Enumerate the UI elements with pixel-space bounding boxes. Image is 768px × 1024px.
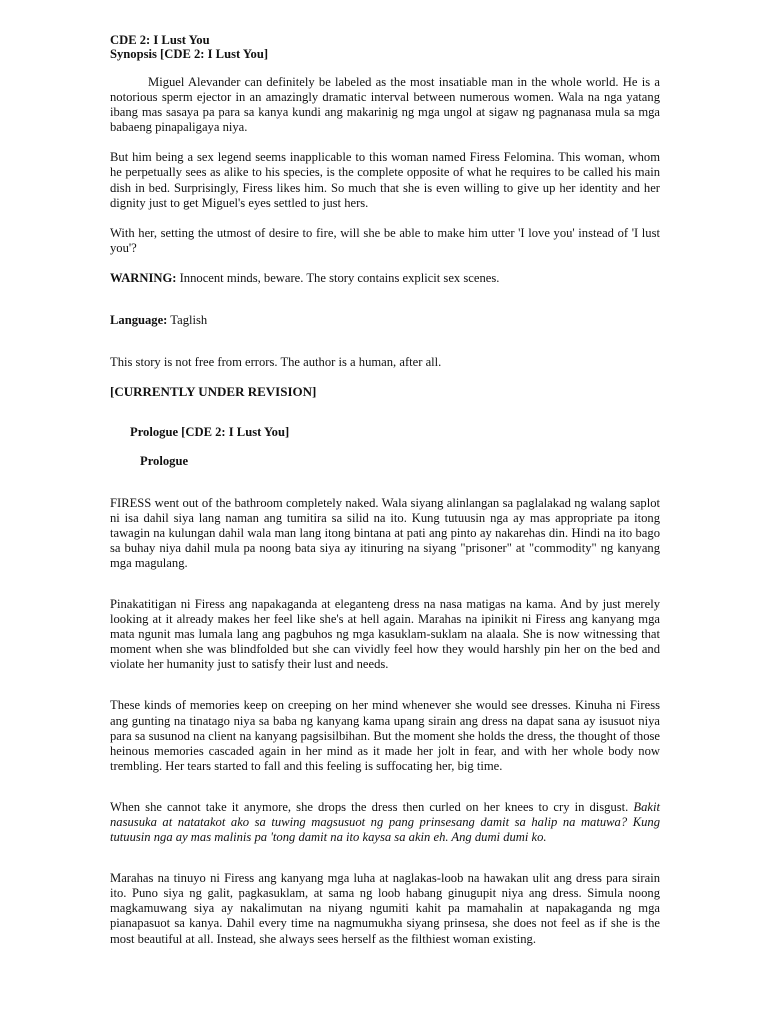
prologue-paragraph-1: FIRESS went out of the bathroom completely naked. Wala siyang alinlangan sa paglalakad ng walang saplot ni isa dahil siya lang naman ang tumitira sa silid na ito. Kung tutuusin nga ay mas appropriate pa itong tawagin na kulungan dahil wala man lang itong bintana at pati ang pinto ay nakarehas din. Hindi na ito bago sa buhay niya dahil mula pa noong bata siya ay itinuring na siyang "prisoner" at "commodity" ng kanyang mga magulang. — [110, 495, 660, 570]
prologue-paragraph-4-text: When she cannot take it anymore, she drops the dress then curled on her knees to cry in disgust. — [110, 799, 634, 814]
synopsis-paragraph-2: But him being a sex legend seems inapplicable to this woman named Firess Felomina. This woman, whom he perpetually sees as alike to his species, is the complete opposite of what he requires to be called his main dish in bed. Surprisingly, Firess likes him. So much that she is even willing to give up her identity and her dignity just to get Miguel's eyes settled to just hers. — [110, 150, 660, 210]
prologue-chapter-title: Prologue [CDE 2: I Lust You] — [130, 425, 290, 440]
prologue-paragraph-3: These kinds of memories keep on creeping on her mind whenever she would see dresses. Kinuha ni Firess ang gunting na tinatago niya sa baba ng kanyang kama upang sirain ang dress na dapat sana ay isusuot niya para sa susunod na client na kanyang pagsisilbihan. But the moment she holds the dress, the thought of those heinous memories cascaded again in her mind as it made her jolt in fear, and with her whole body now trembling. Her tears started to fall and this feeling is suffocating her, big time. — [110, 698, 660, 773]
prologue-paragraph-5: Marahas na tinuyo ni Firess ang kanyang mga luha at naglakas-loob na hawakan ulit ang dress para sirain ito. Puno siya ng galit, pagkasuklam, at sama ng loob habang ginugupit niya ang dress. Simula noong magkamuwang siya ay nakalimutan na niyang ngumiti kahit pa mamahalin at napakaganda ng mga pianapasuot sa kanya. Dahil every time na nagmumukha siyang prinsesa, she does not feel as if she is the most beautiful at all. Instead, she always sees herself as the filthiest woman existing. — [110, 871, 660, 946]
errors-note: This story is not free from errors. The author is a human, after all. — [110, 355, 442, 370]
language-line — [110, 313, 660, 328]
warning-line — [110, 271, 660, 286]
prologue-paragraph-4 — [110, 800, 660, 845]
synopsis-paragraph-1: Miguel Alevander can definitely be labeled as the most insatiable man in the whole world. He is a notorious sperm ejector in an amazingly dramatic interval between numerous women. Wala na nga yatang ibang mas sasaya pa para sa kanya kundi ang makarinig ng mga ungol at sigaw ng pagnanasa mula sa mga babaeng pinapaligaya niya. — [110, 75, 660, 135]
language-label: Language: — [110, 313, 168, 328]
prologue-paragraph-4-italic: Bakit nasusuka at natatakot ako sa tuwing magsusuot ng pang prinsesang damit sa halip na matuwa? Kung tutuusin nga ay mas malinis pa 'tong damit na ito kaysa sa akin eh. Ang dumi dumi ko. — [110, 799, 660, 845]
synopsis-paragraph-3: With her, setting the utmost of desire to fire, will she be able to make him utter 'I love you' instead of 'I lust you'? — [110, 225, 660, 255]
document-page — [110, 33, 660, 947]
prologue-heading: Prologue — [140, 454, 189, 469]
language-text: Taglish — [167, 313, 208, 328]
revision-notice: [CURRENTLY UNDER REVISION] — [110, 384, 317, 400]
document-title: CDE 2: I Lust You — [110, 33, 210, 47]
synopsis-title: Synopsis [CDE 2: I Lust You] — [110, 47, 269, 61]
warning-label: WARNING: — [110, 270, 177, 285]
warning-text: Innocent minds, beware. The story contains explicit sex scenes. — [176, 270, 500, 285]
prologue-paragraph-2: Pinakatitigan ni Firess ang napakaganda at eleganteng dress na nasa matigas na kama. And by just merely looking at it already makes her feel like she's at hell again. Marahas na ipinikit ni Firess ang kanyang mga mata ngunit mas lumala lang ang pagbuhos ng mga kasuklam-suklam na alaala. She is now witnessing that moment when she was blindfolded but she can vividly feel how they would harshly pin her on the bed and violate her humanity just to satisfy their lust and needs. — [110, 596, 660, 672]
